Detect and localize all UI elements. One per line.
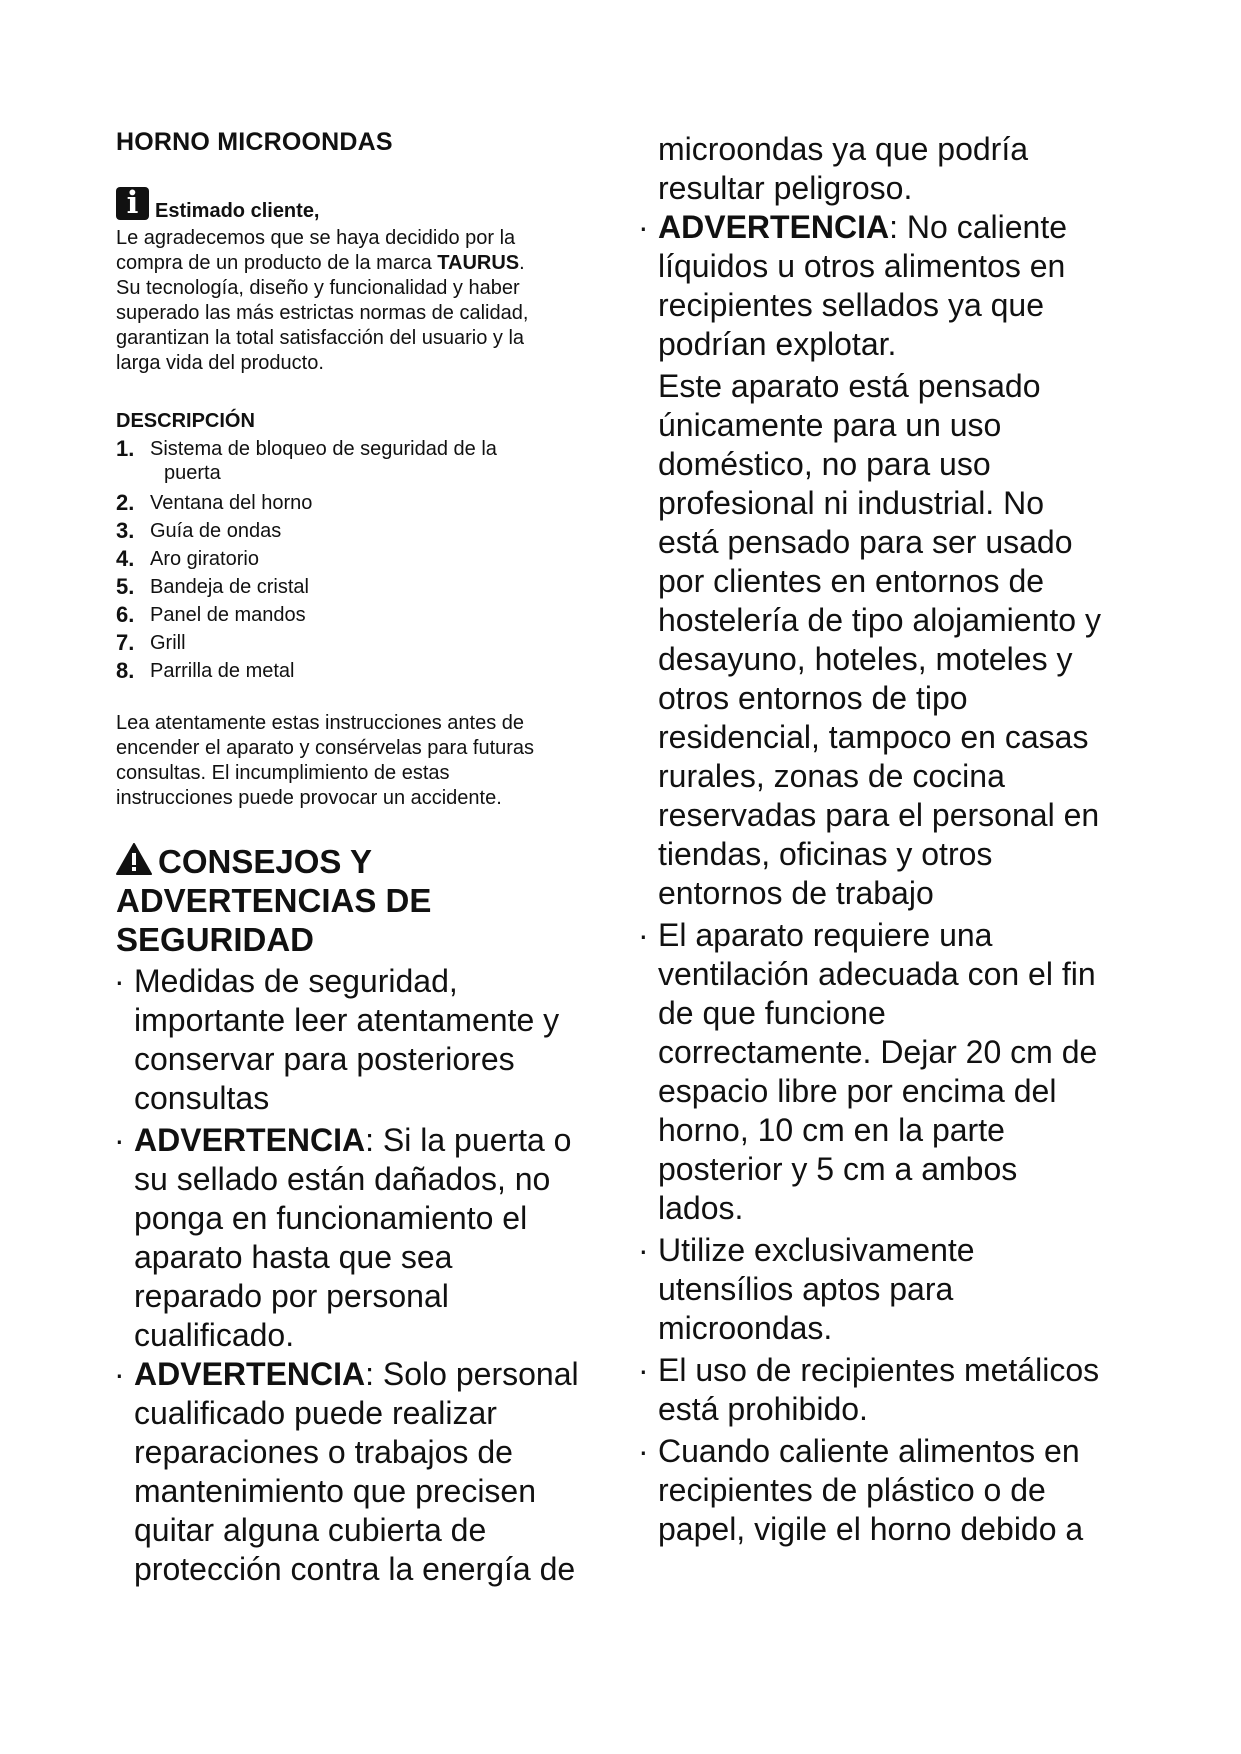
safety-heading-line: SEGURIDAD (116, 921, 315, 958)
text-line (134, 1121, 579, 1160)
readme-line: encender el aparato y consérvelas para futuras (116, 737, 535, 759)
list-item (640, 208, 1101, 364)
item-number: 2. (116, 490, 135, 515)
warning-icon (116, 843, 152, 875)
warning-keyword: ADVERTENCIA (134, 1122, 366, 1158)
item-number: 8. (116, 658, 135, 683)
intro-line: superado las más estrictas normas de calidad, (116, 302, 529, 324)
list-item (640, 916, 1101, 1228)
text-line: únicamente para un uso (658, 407, 1002, 443)
bullet-dot: · (114, 1356, 125, 1392)
text-line: Este aparato está pensado (658, 368, 1041, 404)
safety-heading-line: ADVERTENCIAS DE (116, 882, 432, 919)
item-text: Aro giratorio (150, 548, 259, 570)
item-number: 4. (116, 546, 135, 571)
text-line: rurales, zonas de cocina (658, 758, 1005, 794)
text-line: correctamente. Dejar 20 cm de (658, 1034, 1098, 1070)
list-item (116, 489, 497, 517)
domestic-use-paragraph (640, 367, 1101, 913)
text-line: microondas ya que podría (658, 131, 1028, 167)
bullet-dot: · (638, 917, 649, 953)
item-text: Parrilla de metal (150, 660, 295, 682)
brand-suffix: . (519, 252, 525, 274)
intro-line (116, 251, 606, 276)
text-line: líquidos u otros alimentos en (658, 248, 1066, 284)
list-item (116, 657, 497, 685)
text-line: recipientes sellados ya que (658, 287, 1045, 323)
text-line: aparato hasta que sea (134, 1239, 453, 1275)
list-item (116, 1355, 579, 1589)
bullet-dot: · (638, 209, 649, 245)
bullet-dot: · (638, 1232, 649, 1268)
readme-line: instrucciones puede provocar un accidente. (116, 787, 502, 809)
safety-list-left (116, 962, 579, 1589)
text-rest: : Si la puerta o (365, 1122, 572, 1158)
intro-line: Su tecnología, diseño y funcionalidad y haber (116, 277, 520, 299)
text-line: consultas (134, 1080, 270, 1116)
info-icon: i (116, 187, 149, 220)
text-line: espacio libre por encima del (658, 1073, 1057, 1109)
text-line: lados. (658, 1190, 744, 1226)
text-line: Medidas de seguridad, (134, 963, 458, 999)
text-line: posterior y 5 cm a ambos (658, 1151, 1018, 1187)
safety-heading (116, 842, 431, 959)
warning-keyword: ADVERTENCIA (658, 209, 890, 245)
list-item (640, 1351, 1101, 1429)
intro-line: garantizan la total satisfacción del usuario y la (116, 327, 525, 349)
text-line: cualificado puede realizar (134, 1395, 497, 1431)
page-title: HORNO MICROONDAS (116, 128, 393, 156)
text-line: residencial, tampoco en casas (658, 719, 1089, 755)
readme-line: Lea atentamente estas instrucciones antes de (116, 712, 525, 734)
text-line: de que funcione (658, 995, 886, 1031)
text-line: conservar para posteriores (134, 1041, 515, 1077)
list-item (116, 629, 497, 657)
text-line: profesional ni industrial. No (658, 485, 1044, 521)
item-number: 5. (116, 574, 135, 599)
text-line: está pensado para ser usado (658, 524, 1073, 560)
bullet-dot: · (114, 1122, 125, 1158)
text-line: quitar alguna cubierta de (134, 1512, 487, 1548)
item-text: Sistema de bloqueo de seguridad de la (150, 438, 497, 460)
list-item (116, 962, 579, 1118)
text-line (658, 208, 1101, 247)
safety-heading-line (116, 842, 431, 881)
text-line: ponga en funcionamiento el (134, 1200, 528, 1236)
item-text: Guía de ondas (150, 520, 282, 542)
text-line: cualificado. (134, 1317, 295, 1353)
text-line: ventilación adecuada con el fin (658, 956, 1096, 992)
list-item (116, 601, 497, 629)
safety-list-right (640, 130, 1101, 1549)
text-line: otros entornos de tipo (658, 680, 968, 716)
list-item (640, 1231, 1101, 1348)
text-line: protección contra la energía de (134, 1551, 576, 1587)
list-item (116, 1121, 579, 1355)
text-line: por clientes en entornos de (658, 563, 1045, 599)
list-item (116, 573, 497, 601)
item-text: Bandeja de cristal (150, 576, 309, 598)
text-line: importante leer atentamente y (134, 1002, 560, 1038)
text-line: hostelería de tipo alojamiento y (658, 602, 1101, 638)
text-line: El aparato requiere una (658, 917, 993, 953)
text-line: mantenimiento que precisen (134, 1473, 537, 1509)
item-number: 7. (116, 630, 135, 655)
text-line: recipientes de plástico o de (658, 1472, 1046, 1508)
brand-name: TAURUS (437, 252, 520, 274)
text-line: reparaciones o trabajos de (134, 1434, 513, 1470)
item-number: 6. (116, 602, 135, 627)
bullet-dot: · (638, 1352, 649, 1388)
text-line: El uso de recipientes metálicos (658, 1352, 1100, 1388)
read-instructions-paragraph (116, 711, 534, 811)
item-text: Grill (150, 632, 186, 654)
text-line: horno, 10 cm en la parte (658, 1112, 1005, 1148)
intro-paragraph (116, 226, 606, 376)
list-item-continued (640, 130, 1101, 208)
text-line: resultar peligroso. (658, 170, 913, 206)
text-line: entornos de trabajo (658, 875, 934, 911)
text-line: está prohibido. (658, 1391, 868, 1427)
list-item (116, 545, 497, 573)
text-line: desayuno, hoteles, moteles y (658, 641, 1073, 677)
intro-line-text: compra de un producto de la marca (116, 252, 438, 274)
text-line: tiendas, oficinas y otros (658, 836, 993, 872)
text-line: reparado por personal (134, 1278, 449, 1314)
text-line: microondas. (658, 1310, 833, 1346)
text-rest: : No caliente (889, 209, 1067, 245)
description-list (116, 437, 497, 685)
item-text-cont: puerta (164, 462, 221, 484)
text-line: Cuando caliente alimentos en (658, 1433, 1080, 1469)
list-item (116, 517, 497, 545)
description-heading: DESCRIPCIÓN (116, 410, 255, 432)
intro-line: Le agradecemos que se haya decidido por la (116, 227, 516, 249)
item-number: 1. (116, 436, 135, 461)
item-number: 3. (116, 518, 135, 543)
greeting: Estimado cliente, (155, 200, 320, 222)
intro-line: larga vida del producto. (116, 352, 324, 374)
text-line (134, 1355, 579, 1394)
item-text: Ventana del horno (150, 492, 313, 514)
bullet-dot: · (114, 963, 125, 999)
text-line: Utilize exclusivamente (658, 1232, 975, 1268)
bullet-dot: · (638, 1433, 649, 1469)
text-line: utensílios aptos para (658, 1271, 954, 1307)
text-line: doméstico, no para uso (658, 446, 991, 482)
list-item (116, 437, 497, 489)
text-line: podrían explotar. (658, 326, 897, 362)
warning-keyword: ADVERTENCIA (134, 1356, 366, 1392)
safety-heading-text: CONSEJOS Y (158, 843, 372, 880)
readme-line: consultas. El incumplimiento de estas (116, 762, 450, 784)
item-text: Panel de mandos (150, 604, 306, 626)
text-line: reservadas para el personal en (658, 797, 1100, 833)
text-line: su sellado están dañados, no (134, 1161, 551, 1197)
text-line: papel, vigile el horno debido a (658, 1511, 1084, 1547)
list-item (640, 1432, 1101, 1549)
text-rest: : Solo personal (365, 1356, 579, 1392)
